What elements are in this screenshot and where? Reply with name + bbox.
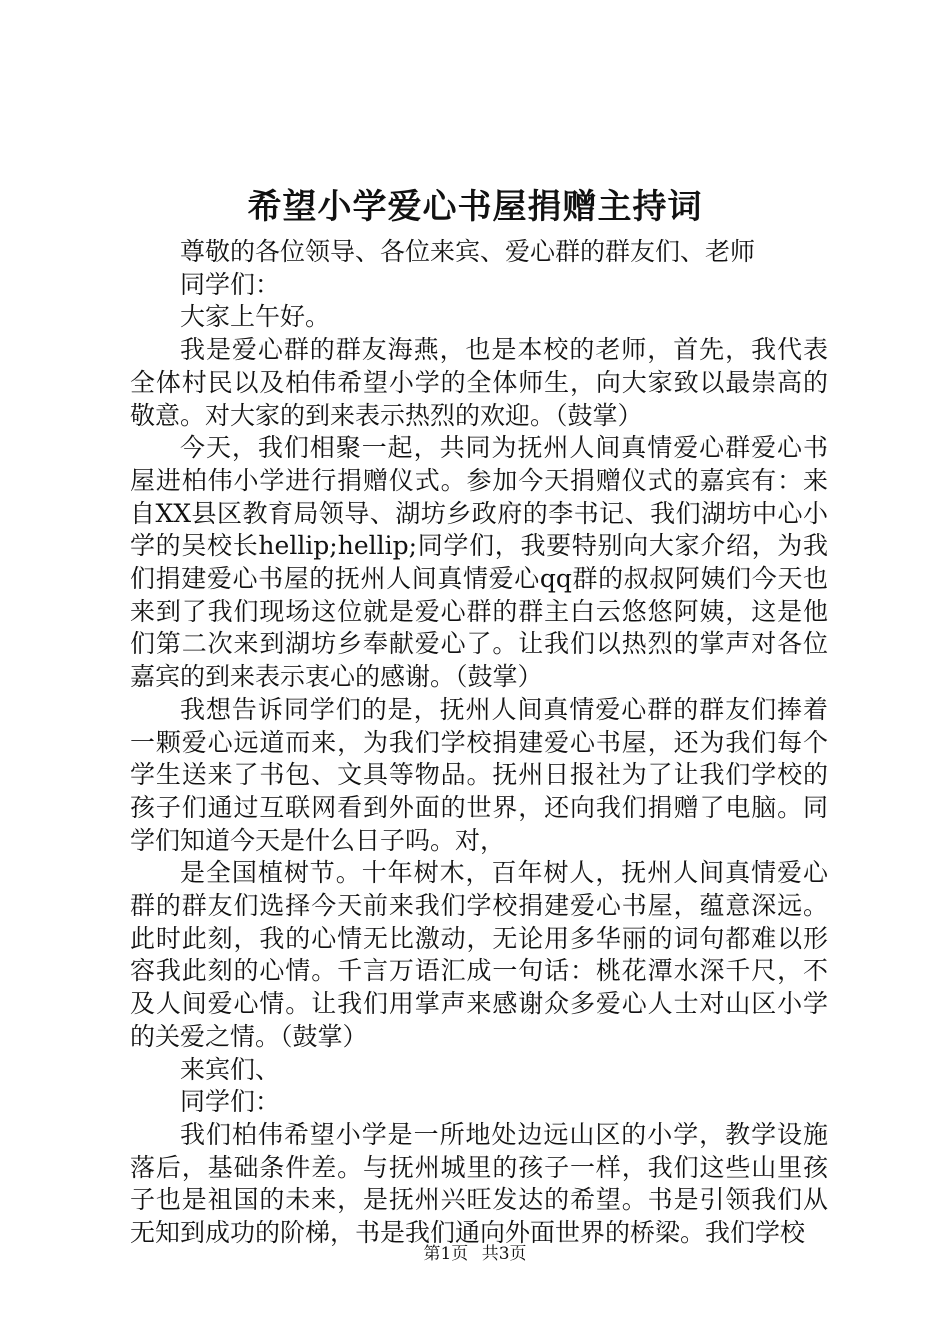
paragraph: 尊敬的各位领导、各位来宾、爱心群的群友们、老师: [180, 237, 756, 266]
paragraph: 我是爱心群的群友海燕，也是本校的老师，首先，我代表全体村民以及柏伟希望小学的全体师生，向大家致以最崇高的敬意。对大家的到来表示热烈的欢迎。（鼓掌）: [130, 335, 828, 430]
paragraph: 我想告诉同学们的是，抚州人间真情爱心群的群友们捧着一颗爱心远道而来，为我们学校捐建爱心书屋，还为我们每个学生送来了书包、文具等物品。抚州日报社为了让我们学校的孩子们通过互联网看到外面的世界，还向我们捐赠了电脑。同学们知道今天是什么日子吗。对，: [130, 694, 828, 855]
document-body: [130, 236, 828, 1250]
page-footer: [0, 1240, 950, 1268]
page-total: 共3页: [481, 1244, 527, 1264]
paragraph: 大家上午好。: [180, 302, 331, 332]
paragraph: 来宾们、: [180, 1054, 281, 1084]
document-title: 希望小学爱心书屋捐赠主持词: [247, 187, 703, 227]
paragraph: 同学们：: [180, 1087, 281, 1117]
paragraph: 今天，我们相聚一起，共同为抚州人间真情爱心群爱心书屋进柏伟小学进行捐赠仪式。参加今天捐赠仪式的嘉宾有：来自XX县区教育局领导、湖坊乡政府的李书记、我们湖坊中心小学的吴校长hellip;hellip;同学们，我要特别向大家介绍，为我们捐建爱心书屋的抚州人间真情爱心qq群的叔叔阿姨们今天也来到了我们现场这位就是爱心群的群主白云悠悠阿姨，这是他们第二次来到湖坊乡奉献爱心了。让我们以热烈的掌声对各位嘉宾的到来表示衷心的感谢。（鼓掌）: [130, 433, 828, 692]
page-number: 第1页: [423, 1244, 469, 1264]
paragraph: 我们柏伟希望小学是一所地处边远山区的小学，教学设施落后，基础条件差。与抚州城里的孩子一样，我们这些山里孩子也是祖国的未来，是抚州兴旺发达的希望。书是引领我们从无知到成功的阶梯，书是我们通向外面世界的桥梁。我们学校: [130, 1119, 828, 1248]
paragraph: 是全国植树节。十年树木，百年树人，抚州人间真情爱心群的群友们选择今天前来我们学校捐建爱心书屋，蕴意深远。此时此刻，我的心情无比激动，无论用多华丽的词句都难以形容我此刻的心情。千言万语汇成一句话：桃花潭水深千尺，不及人间爱心情。让我们用掌声来感谢众多爱心人士对山区小学的关爱之情。（鼓掌）: [130, 858, 828, 1051]
paragraph: 同学们：: [180, 269, 281, 299]
